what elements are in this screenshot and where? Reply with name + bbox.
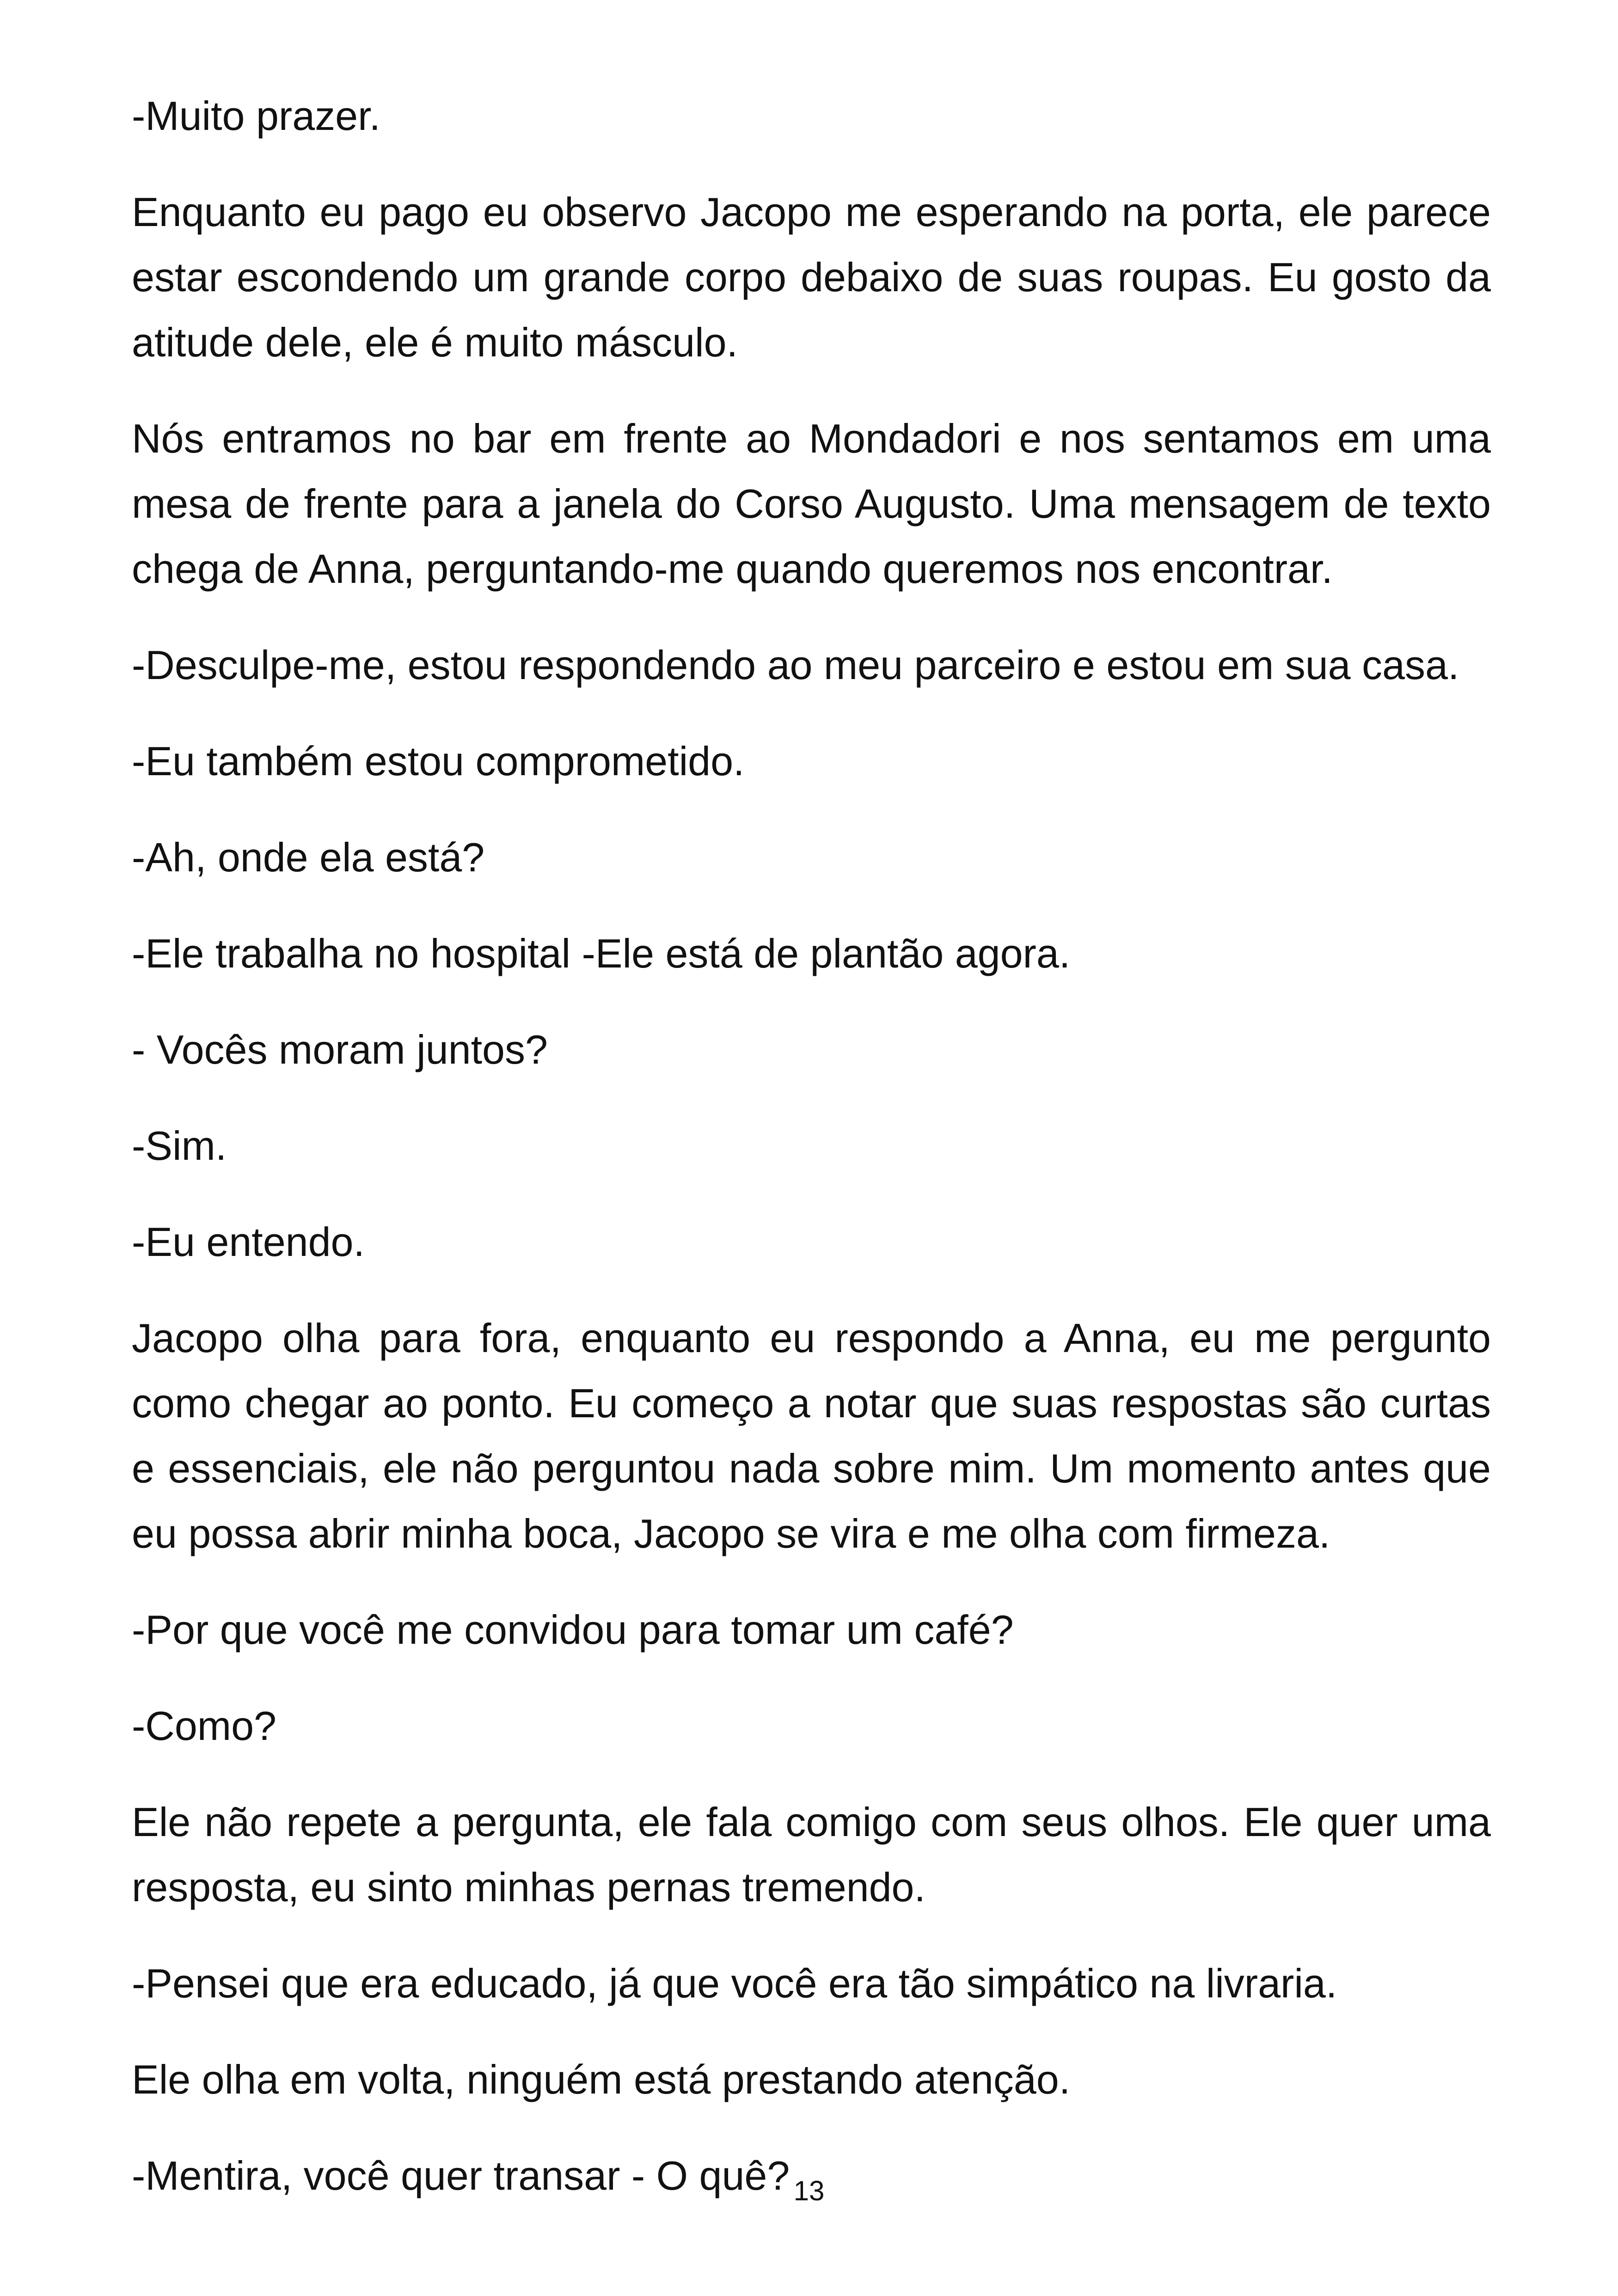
paragraph: Ele não repete a pergunta, ele fala comigo com seus olhos. Ele quer uma resposta, eu sinto minhas pernas tremendo. [132,1799,1491,1910]
paragraph: -Ah, onde ela está? [132,834,485,880]
paragraph: -Por que você me convidou para tomar um café? [132,1607,1014,1653]
paragraph: -Ele trabalha no hospital -Ele está de plantão agora. [132,931,1071,976]
paragraph: Nós entramos no bar em frente ao Mondadori e nos sentamos em uma mesa de frente para a janela do Corso Augusto. Uma mensagem de texto chega de Anna, perguntando-me quando queremos nos encontrar. [132,416,1491,592]
page-number: 13 [793,2175,825,2206]
paragraph: -Eu entendo. [132,1219,365,1265]
paragraph: Jacopo olha para fora, enquanto eu respondo a Anna, eu me pergunto como chegar ao ponto. Eu começo a notar que suas respostas são curtas e essenciais, ele não perguntou nada sobre mim. Um momento antes que eu possa abrir minha boca, Jacopo se vira e me olha com firmeza. [132,1315,1491,1556]
paragraph: -Desculpe-me, estou respondendo ao meu parceiro e estou em sua casa. [132,642,1459,688]
paragraph: Ele olha em volta, ninguém está prestando atenção. [132,2057,1071,2102]
paragraph: -Pensei que era educado, já que você era tão simpático na livraria. [132,1960,1337,2006]
paragraph: -Mentira, você quer transar - O quê? [132,2153,790,2198]
paragraph: -Muito prazer. [132,93,380,139]
paragraph: -Sim. [132,1123,227,1169]
body-text [132,83,1491,2239]
paragraph: Enquanto eu pago eu observo Jacopo me esperando na porta, ele parece estar escondendo um grande corpo debaixo de suas roupas. Eu gosto da atitude dele, ele é muito másculo. [132,189,1491,365]
paragraph: -Como? [132,1703,276,1749]
paragraph: - Vocês moram juntos? [132,1027,548,1072]
paragraph: -Eu também estou comprometido. [132,738,745,784]
